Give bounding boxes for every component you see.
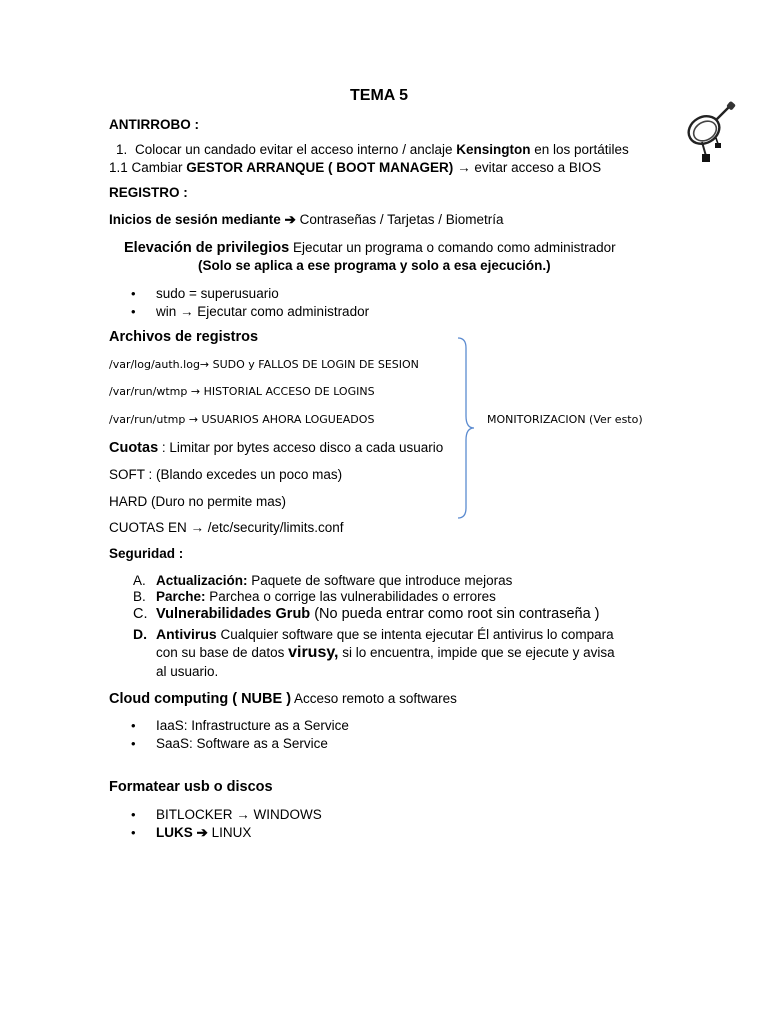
kensington-lock-icon bbox=[682, 100, 744, 166]
seguridad-item-d: Antivirus Cualquier software que se intenta ejecutar Él antivirus lo compara bbox=[156, 626, 614, 642]
seguridad-item-a: Actualización: Paquete de software que introduce mejoras bbox=[156, 573, 513, 588]
bullet-icon: • bbox=[131, 718, 136, 733]
cuotas-hard: HARD (Duro no permite mas) bbox=[109, 494, 287, 509]
cuotas-soft: SOFT : (Blando excedes un poco mas) bbox=[109, 467, 343, 482]
list-item: SaaS: Software as a Service bbox=[156, 736, 328, 751]
bullet-icon: • bbox=[131, 304, 136, 319]
bullet-icon: • bbox=[131, 825, 136, 840]
seguridad-item-d-end: al usuario. bbox=[156, 664, 219, 679]
cloud-heading: Cloud computing ( NUBE ) Acceso remoto a softwares bbox=[109, 691, 457, 707]
seguridad-item-c: Vulnerabilidades Grub (No pueda entrar como root sin contraseña ) bbox=[156, 606, 600, 622]
elevacion-note: (Solo se aplica a ese programa y solo a esa ejecución.) bbox=[198, 258, 551, 273]
list-item: BITLOCKER → WINDOWS bbox=[156, 807, 322, 822]
antirrobo-heading: ANTIRROBO : bbox=[109, 117, 199, 132]
archivos-heading: Archivos de registros bbox=[109, 329, 259, 345]
antirrobo-item-1: 1. Colocar un candado evitar el acceso interno / anclaje Kensington en los portátiles bbox=[116, 142, 629, 157]
list-item: LUKS ➔ LINUX bbox=[156, 825, 252, 840]
seguridad-item-b: Parche: Parchea o corrige las vulnerabilidades o errores bbox=[156, 589, 496, 604]
monitorizacion-label: MONITORIZACION (Ver esto) bbox=[487, 413, 643, 426]
formatear-heading: Formatear usb o discos bbox=[109, 779, 273, 795]
list-letter: D. bbox=[133, 626, 147, 642]
log-line-wtmp: /var/run/wtmp → HISTORIAL ACCESO DE LOGINS bbox=[109, 385, 375, 398]
bullet-icon: • bbox=[131, 736, 136, 751]
bullet-icon: • bbox=[131, 807, 136, 822]
list-letter: B. bbox=[133, 589, 146, 604]
page-title: TEMA 5 bbox=[350, 87, 409, 104]
seguridad-item-d-cont: con su base de datos virusy, si lo encuentra, impide que se ejecute y avisa bbox=[156, 644, 615, 661]
elevacion-line: Elevación de privilegios Ejecutar un programa o comando como administrador bbox=[124, 240, 616, 256]
bullet-icon: • bbox=[131, 286, 136, 301]
right-brace-icon bbox=[456, 336, 476, 520]
cuotas-en: CUOTAS EN → /etc/security/limits.conf bbox=[109, 520, 344, 535]
registro-heading: REGISTRO : bbox=[109, 185, 188, 200]
log-line-utmp: /var/run/utmp → USUARIOS AHORA LOGUEADOS bbox=[109, 413, 375, 426]
list-item: sudo = superusuario bbox=[156, 286, 279, 301]
log-line-auth: /var/log/auth.log→ SUDO y FALLOS DE LOGIN DE SESION bbox=[109, 358, 419, 371]
list-letter: A. bbox=[133, 573, 146, 588]
antirrobo-item-1-1: 1.1 Cambiar GESTOR ARRANQUE ( BOOT MANAGER) → evitar acceso a BIOS bbox=[109, 160, 602, 175]
inicios-sesion-line: Inicios de sesión mediante ➔ Contraseñas / Tarjetas / Biometría bbox=[109, 212, 504, 227]
list-letter: C. bbox=[133, 606, 148, 622]
seguridad-heading: Seguridad : bbox=[109, 546, 184, 561]
list-item: win → Ejecutar como administrador bbox=[156, 304, 370, 319]
cuotas-line: Cuotas : Limitar por bytes acceso disco a cada usuario bbox=[109, 440, 444, 456]
list-item: IaaS: Infrastructure as a Service bbox=[156, 718, 349, 733]
